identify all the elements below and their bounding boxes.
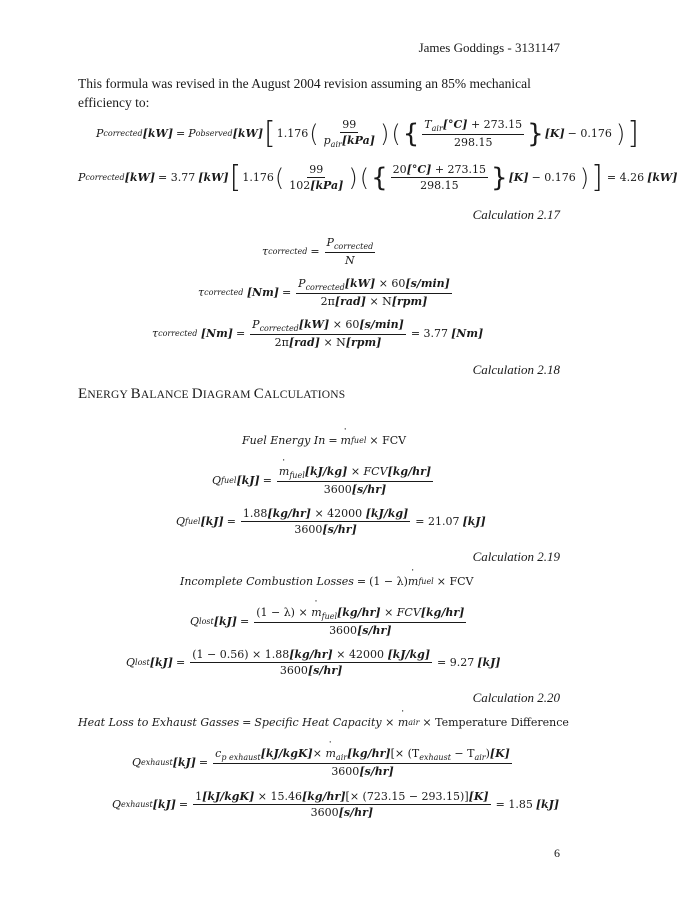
equation-p-corrected-value: P corrected [kW] = 3.77 [kW] [ 1.176 ( $\frac{99}{\text{102[kPa]}}$ ) ( { $\frac{20[^\circ C] + 273.15}{298.15}$ } [K] − 0.176 ) ] = 4.26 [kW]: [78, 159, 678, 195]
fraction-pressure: $\frac{99}{p_{air}[kPa]}$: [323, 118, 375, 149]
equation-q-lost-units: Q lost [kJ] = $\frac{(1 - \lambda) \times m ˙_{fuel}[kg/hr] \times FCV[kg/hr]}{3600[s/hr]}$: [190, 606, 468, 637]
equation-q-fuel-value: Q fuel [kJ] = $\frac{1.88[kg/hr] \times 42000 [kJ/kg]}{3600[s/hr]}$ = 21.07 [kJ]: [176, 507, 486, 536]
fraction-temperature: $\frac{T_{air}[^\circ C] + 273.15}{298.15}$: [424, 118, 523, 149]
equation-tau-value: τ corrected [Nm] = $\frac{P_{corrected}[kW] \times 60[s/\min]}{\text{2π[rad] × N[rpm]}}$ = 3.77 [Nm]: [152, 318, 484, 349]
calculation-label-2-17: Calculation 2.17: [472, 207, 560, 222]
equation-tau-definition: τ corrected = $\frac{P_{corrected}}{N}$: [262, 236, 374, 267]
equation-p-corrected-general: P corrected [kW] = P observed [kW] [ 1.176 ( $\frac{99}{p_{air}[kPa]}$ ) ( { $\frac{T_{air}[^\circ C] + 273.15}{298.15}$ } [K] − 0.176 ) ]: [96, 115, 639, 151]
equation-q-exhaust-units: Q exhaust [kJ] = $\frac{c_{p exhaust}[kJ/kgK]\times m ˙_{air}[kg/hr][\times (T_{exhaust} - T_{air})[K]}{3600[s/hr]}$: [132, 747, 514, 778]
equation-q-lost-value: Q lost [kJ] = $\frac{(1 - 0.56) \times 1.88[kg/hr] \times 42000 [kJ/kg]}{3600[s/hr]}$ = 9.27 [kJ]: [126, 648, 501, 677]
equation-tau-units: τ corrected [Nm] = $\frac{P_{corrected}[kW] \times 60[s/\min]}{\text{2π[rad] × N[rpm]}}$: [198, 277, 450, 308]
equation-q-fuel-units: Q fuel [kJ] = $\frac{m ˙_{fuel}[kJ/kg] \times FCV[kg/hr]}{3600[s/hr]}$: [212, 465, 435, 496]
calculation-label-2-19: Calculation 2.19: [472, 549, 560, 564]
equation-fuel-energy-definition: Fuel Energy In = m ˙ fuel × FCV: [242, 434, 409, 447]
section-heading: ENERGY BALANCE DIAGRAM CALCULATIONS: [78, 386, 346, 402]
equation-exhaust-heat-loss-definition: Heat Loss to Exhaust Gasses = Specific Heat Capacity × m ˙ air × Temperature Difference: [78, 716, 572, 729]
page-number: 6: [554, 846, 560, 860]
page-header: James Goddings - 3131147: [418, 40, 560, 55]
equation-incomplete-combustion-definition: Incomplete Combustion Losses = (1 − λ) m ˙ fuel × FCV: [180, 575, 476, 588]
intro-paragraph: This formula was revised in the August 2004 revision assuming an 85% mechanical efficiency to:: [78, 76, 531, 110]
fraction-temperature-value: $\frac{20[^\circ C] + 273.15}{298.15}$: [392, 163, 487, 192]
fraction-pressure-value: $\frac{99}{\text{102[kPa]}}$: [289, 163, 344, 192]
calculation-label-2-20: Calculation 2.20: [472, 690, 560, 705]
calculation-label-2-18: Calculation 2.18: [472, 362, 560, 377]
equation-q-exhaust-value: Q exhaust [kJ] = $\frac{\text{1[kJ/kgK] × 15.46[kg/hr][× (723.15 − 293.15)][K]}}{3600[s/hr]}$ = 1.85 [kJ]: [112, 790, 560, 819]
